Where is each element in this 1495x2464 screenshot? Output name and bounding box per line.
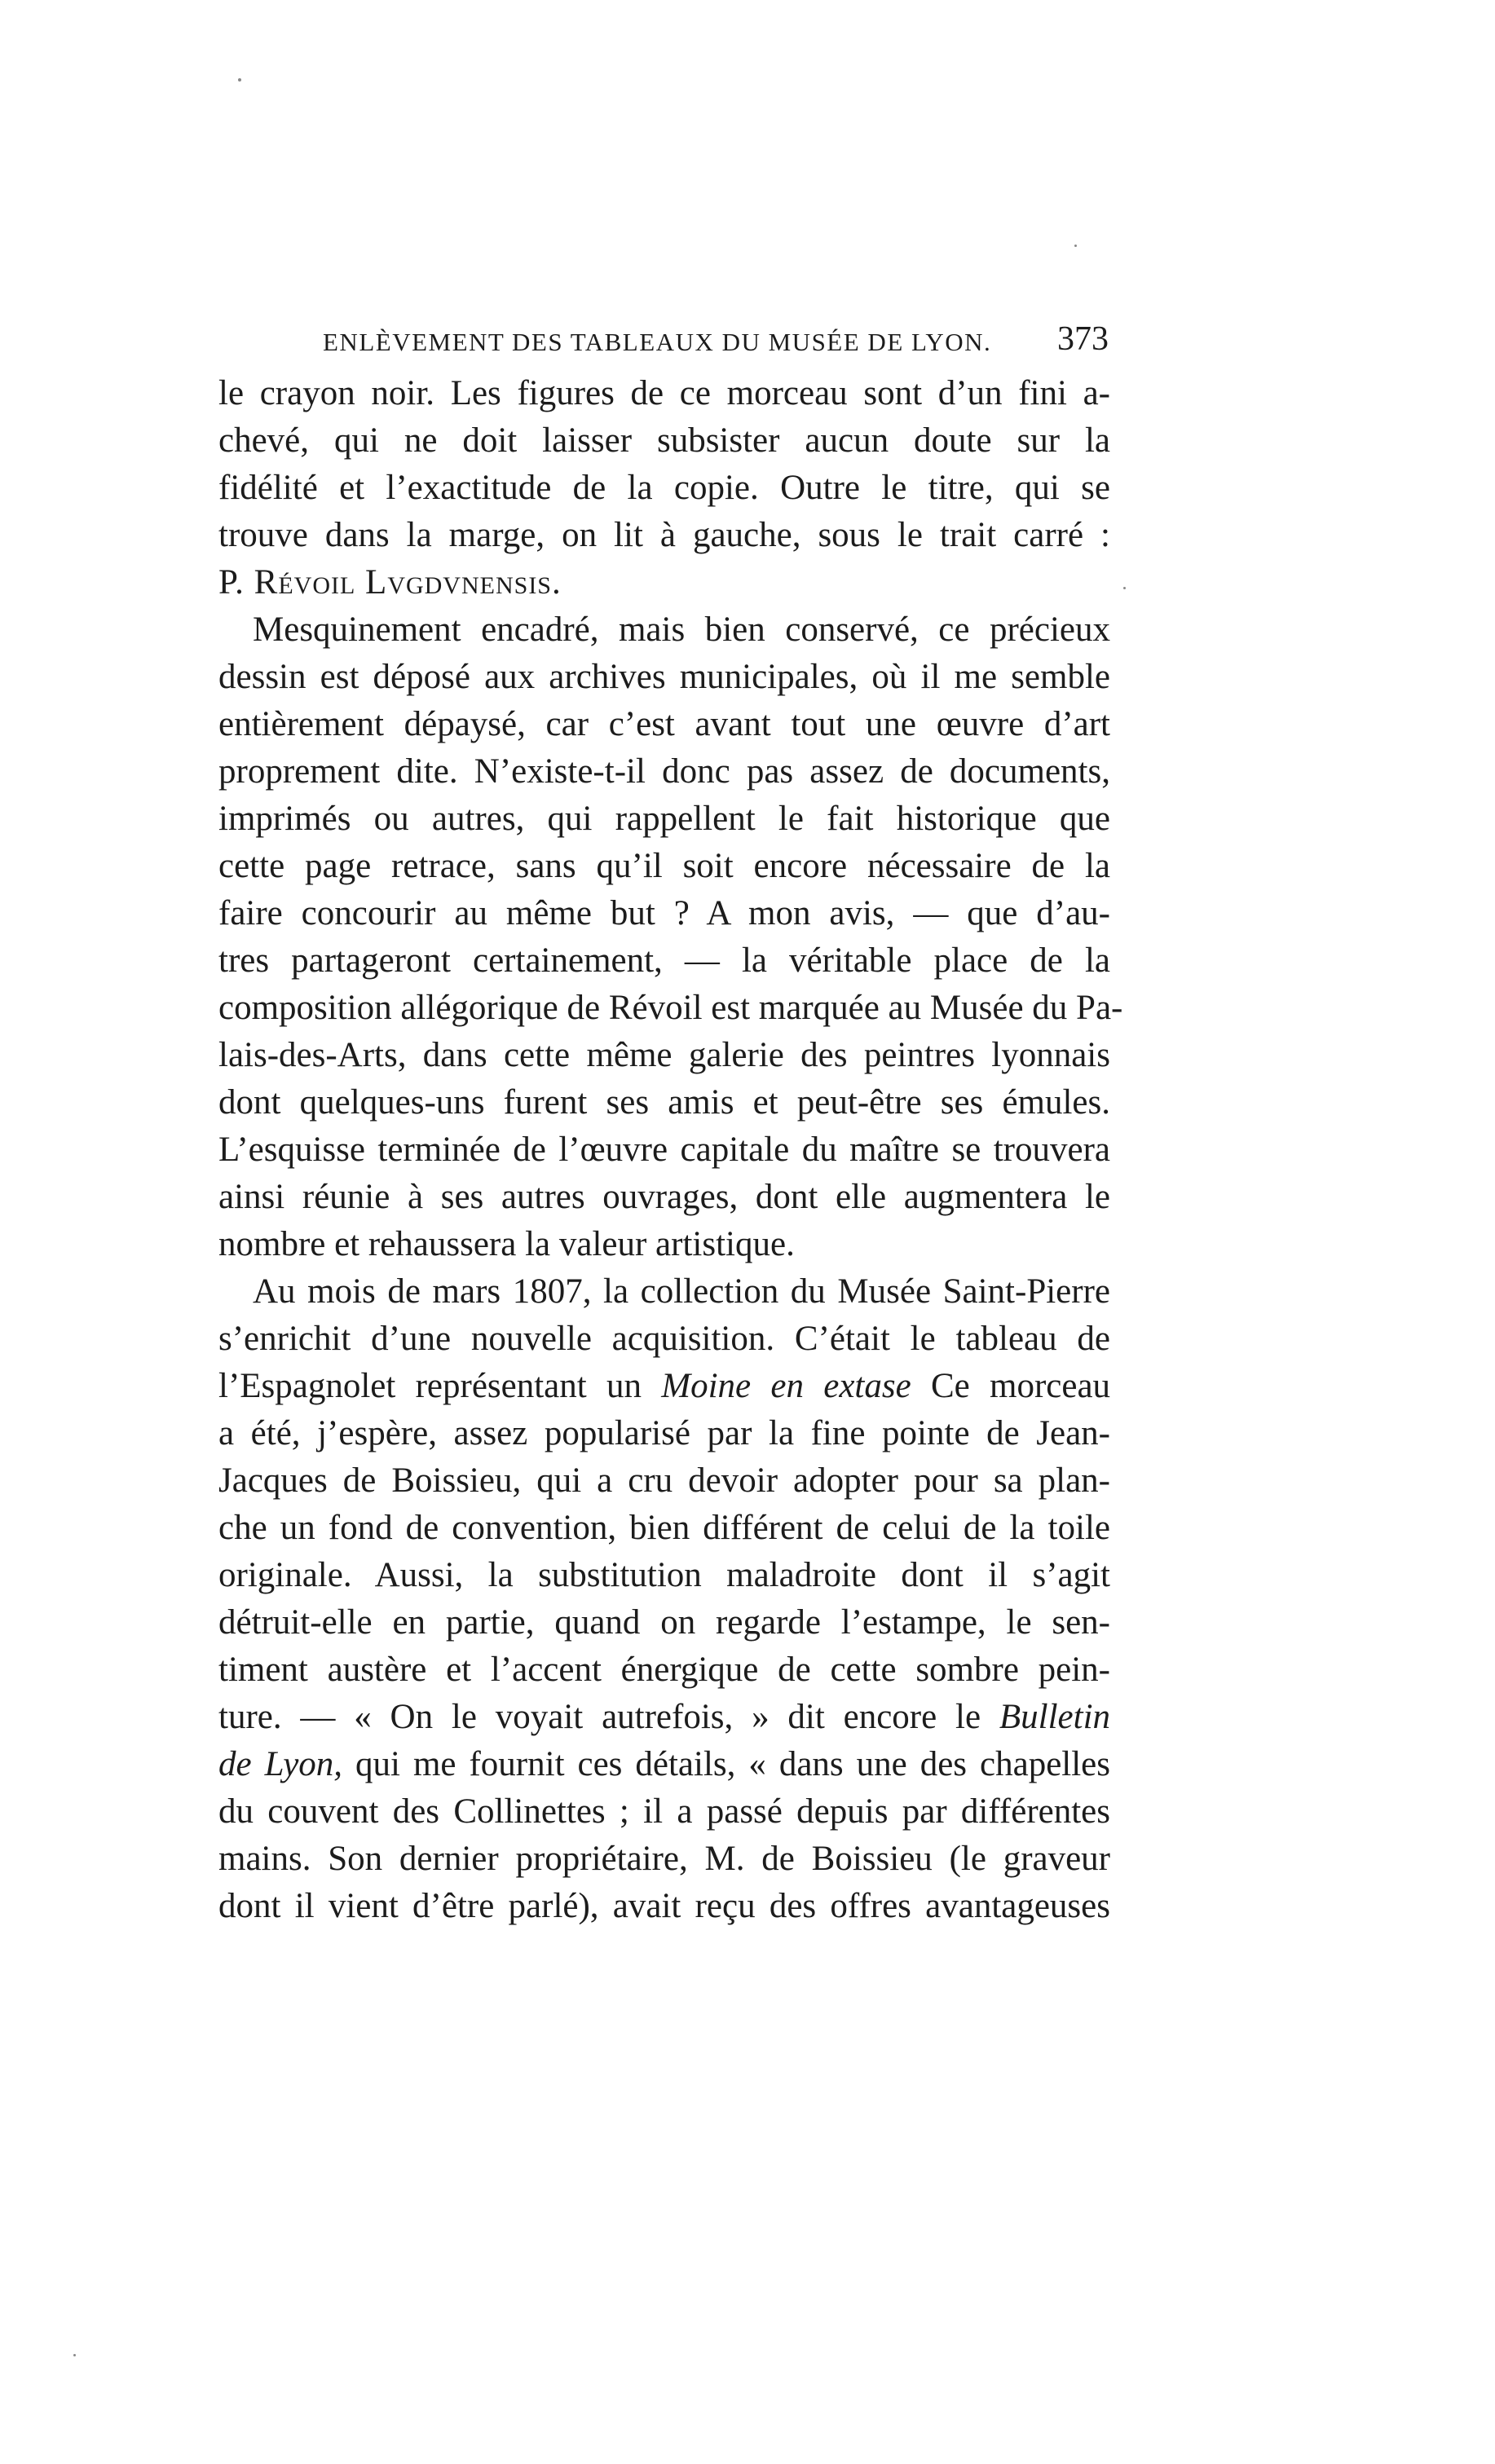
text-line: faire concourir au même but ? A mon avis, — que d’au- xyxy=(218,894,1110,932)
text-line: dont il vient d’être parlé), avait reçu des offres avantageuses xyxy=(218,1887,1110,1925)
text-line: timent austère et l’accent énergique de cette sombre pein- xyxy=(218,1651,1110,1689)
text-line: cette page retrace, sans qu’il soit encore nécessaire de la xyxy=(218,847,1110,885)
publication-title: de Lyon, xyxy=(218,1745,343,1783)
text-line: Au mois de mars 1807, la collection du Musée Saint-Pierre xyxy=(253,1272,1110,1311)
paragraph xyxy=(218,370,1110,606)
text-fragment: qui me fournit ces détails, « dans une des chapelles xyxy=(355,1745,1110,1783)
text-line: chevé, qui ne doit laisser subsister aucun doute sur la xyxy=(218,421,1110,460)
text-line: détruit-elle en partie, quand on regarde l’estampe, le sen- xyxy=(218,1603,1110,1642)
text-line xyxy=(218,1363,1110,1410)
text-line xyxy=(218,1694,1110,1741)
text-line: entièrement dépaysé, car c’est avant tout une œuvre d’art xyxy=(218,705,1110,743)
text-line: fidélité et l’exactitude de la copie. Outre le titre, qui se xyxy=(218,469,1110,507)
text-line: Jacques de Boissieu, qui a cru devoir adopter pour sa plan- xyxy=(218,1461,1110,1500)
text-line: du couvent des Collinettes ; il a passé depuis par différentes xyxy=(218,1792,1110,1831)
text-line: imprimés ou autres, qui rappellent le fait historique que xyxy=(218,800,1110,838)
text-line: a été, j’espère, assez popularisé par la fine pointe de Jean- xyxy=(218,1414,1110,1452)
text-line: proprement dite. N’existe-t-il donc pas assez de documents, xyxy=(218,752,1110,791)
paper-speck xyxy=(1123,587,1126,589)
text-line: Mesquinement encadré, mais bien conservé, ce précieux xyxy=(253,610,1110,649)
text-line: originale. Aussi, la substitution maladroite dont il s’agit xyxy=(218,1556,1110,1594)
text-fragment: Ce morceau xyxy=(930,1367,1111,1405)
text-line: L’esquisse terminée de l’œuvre capitale du maître se trouvera xyxy=(218,1131,1110,1169)
text-line: mains. Son dernier propriétaire, M. de Boissieu (le graveur xyxy=(218,1840,1110,1878)
signature-line: P. Révoil Lvgdvnensis. xyxy=(218,563,562,602)
artwork-title: Moine en extase xyxy=(661,1367,911,1405)
text-line: s’enrichit d’une nouvelle acquisition. C’était le tableau de xyxy=(218,1320,1110,1358)
text-line: le crayon noir. Les figures de ce morceau sont d’un fini a- xyxy=(218,374,1110,412)
running-title: ENLÈVEMENT DES TABLEAUX DU MUSÉE DE LYON. xyxy=(323,328,992,356)
page-number: 373 xyxy=(1057,320,1109,358)
text-fragment: l’Espagnolet représentant un xyxy=(218,1367,642,1405)
text-line: nombre et rehaussera la valeur artistique. xyxy=(218,1225,795,1263)
paper-speck xyxy=(73,2354,76,2356)
text-line xyxy=(218,1741,1110,1788)
text-line: dont quelques-uns furent ses amis et peut-être ses émules. xyxy=(218,1083,1110,1122)
text-line: ainsi réunie à ses autres ouvrages, dont elle augmentera le xyxy=(218,1178,1110,1216)
body-text xyxy=(218,370,1123,1930)
paragraph xyxy=(218,606,1123,1268)
text-line: tres partageront certainement, — la véritable place de la xyxy=(218,941,1110,980)
paper-speck xyxy=(1074,245,1077,247)
text-line: che un fond de convention, bien différent de celui de la toile xyxy=(218,1509,1110,1547)
running-head xyxy=(218,320,1109,368)
publication-title: Bulletin xyxy=(999,1698,1111,1736)
text-line: trouve dans la marge, on lit à gauche, sous le trait carré : xyxy=(218,516,1110,554)
text-fragment: ture. — « On le voyait autrefois, » dit encore le xyxy=(218,1698,981,1736)
paragraph xyxy=(218,1268,1110,1930)
text-line: lais-des-Arts, dans cette même galerie des peintres lyonnais xyxy=(218,1036,1110,1074)
paper-speck xyxy=(238,78,241,82)
text-line: composition allégorique de Révoil est marquée au Musée du Pa- xyxy=(218,989,1123,1027)
text-line: dessin est déposé aux archives municipales, où il me semble xyxy=(218,658,1110,696)
